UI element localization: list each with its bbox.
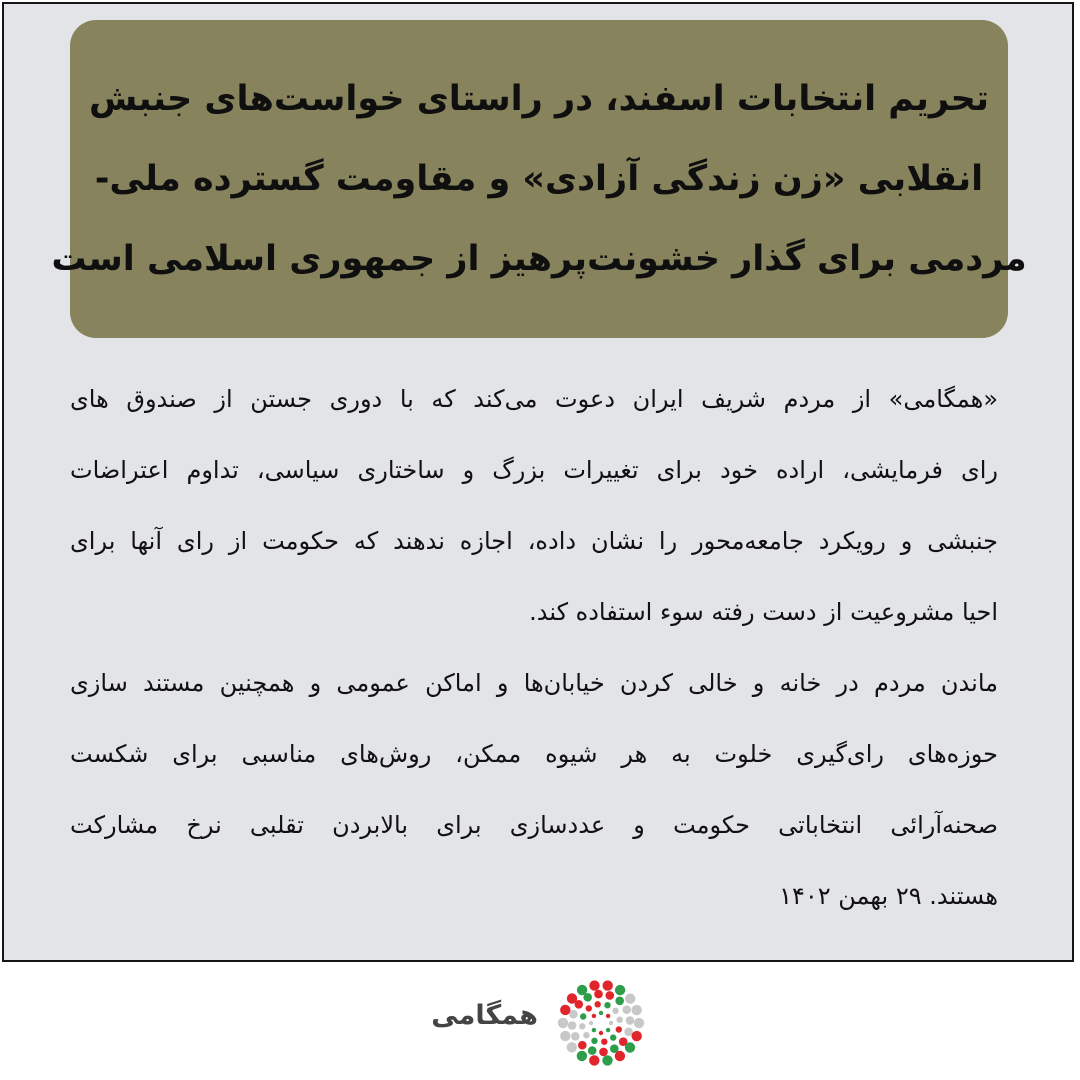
logo-dot bbox=[579, 1023, 585, 1029]
logo-dot bbox=[612, 1008, 618, 1014]
logo-dot bbox=[580, 1013, 586, 1019]
logo-dot bbox=[571, 1032, 580, 1041]
logo-dot bbox=[615, 1051, 625, 1061]
logo-dot bbox=[577, 1051, 587, 1061]
logo-dot bbox=[589, 1021, 593, 1025]
logo-dot bbox=[632, 1031, 642, 1041]
headline-line-3: مردمی برای گذار خشونت‌پرهیز از جمهوری اسلامی است bbox=[51, 239, 1027, 279]
logo-dot bbox=[586, 1005, 592, 1011]
body-line: هستند. ۲۹ بهمن ۱۴۰۲ bbox=[779, 882, 998, 910]
logo-dot bbox=[601, 1039, 607, 1045]
logo-dot bbox=[591, 1038, 597, 1044]
logo-dot bbox=[592, 1014, 596, 1018]
logo-dot bbox=[617, 1017, 623, 1023]
logo-dot bbox=[606, 991, 615, 1000]
logo-dot bbox=[589, 980, 599, 990]
logo-dot bbox=[578, 1041, 587, 1050]
dot-burst-logo-icon bbox=[556, 978, 646, 1068]
logo-dot bbox=[615, 985, 625, 995]
logo-dot bbox=[592, 1028, 596, 1032]
body-text bbox=[70, 364, 998, 932]
logo-dot bbox=[626, 1016, 635, 1025]
logo-dot bbox=[577, 985, 587, 995]
logo-dot bbox=[599, 1031, 603, 1035]
body-line: حوزه‌های رای‌گیری خلوت به هر شیوه ممکن، روش‌های مناسبی برای شکست bbox=[70, 740, 998, 768]
logo-dot bbox=[604, 1002, 610, 1008]
body-line: جنبشی و رویکرد جامعه‌محور را نشان داده، اجازه ندهند که حکومت از رای آنها برای bbox=[70, 527, 998, 555]
logo-dot bbox=[560, 1031, 570, 1041]
logo-dot bbox=[625, 1042, 635, 1052]
logo-dot bbox=[560, 1005, 570, 1015]
logo-dot bbox=[569, 1010, 578, 1019]
logo-dot bbox=[602, 1055, 612, 1065]
logo-dot bbox=[567, 993, 577, 1003]
statement-card bbox=[2, 2, 1074, 962]
logo-dot bbox=[610, 1034, 616, 1040]
logo-dot bbox=[599, 1048, 608, 1057]
headline-line-2: انقلابی «زن زندگی آزادی» و مقاومت گسترده ملی- bbox=[94, 159, 984, 199]
logo-dot bbox=[558, 1018, 568, 1028]
hamgami-logo bbox=[430, 978, 650, 1068]
logo-dot bbox=[624, 1028, 633, 1037]
headline-line-1: تحریم انتخابات اسفند، در راستای خواست‌های جنبش bbox=[88, 79, 990, 119]
logo-dot bbox=[632, 1005, 642, 1015]
logo-dot bbox=[568, 1021, 577, 1030]
logo-dot bbox=[634, 1018, 644, 1028]
logo-dot bbox=[603, 980, 613, 990]
logo-dot bbox=[615, 997, 624, 1006]
logo-dot bbox=[625, 994, 635, 1004]
body-line: احیا مشروعیت از دست رفته سوء استفاده کند. bbox=[529, 598, 998, 626]
logo-dot bbox=[622, 1005, 631, 1014]
logo-dot bbox=[609, 1021, 613, 1025]
logo-dot bbox=[583, 1032, 589, 1038]
logo-dot bbox=[594, 990, 603, 999]
headline-box bbox=[51, 20, 1027, 338]
body-line: ماندن مردم در خانه و خالی کردن خیابان‌ها و اماکن عمومی و همچنین مستند سازی bbox=[70, 669, 998, 697]
logo-dot bbox=[606, 1028, 610, 1032]
body-line: «همگامی» از مردم شریف ایران دعوت می‌کند که با دوری جستن از صندوق های bbox=[70, 385, 998, 413]
logo-text: همگامی bbox=[431, 1000, 538, 1031]
logo-dot bbox=[567, 1042, 577, 1052]
logo-dot bbox=[595, 1001, 601, 1007]
body-line: صحنه‌آرائی انتخاباتی حکومت و عددسازی برای بالابردن تقلبی نرخ مشارکت bbox=[70, 811, 998, 839]
logo-dot bbox=[606, 1014, 610, 1018]
body-line: رای فرمایشی، اراده خود برای تغییرات بزرگ و ساختاری سیاسی، تداوم اعتراضات bbox=[70, 456, 998, 484]
logo-dot bbox=[588, 1046, 597, 1055]
logo-dot bbox=[589, 1055, 599, 1065]
logo-dot bbox=[599, 1011, 603, 1015]
logo-dot bbox=[616, 1026, 622, 1032]
